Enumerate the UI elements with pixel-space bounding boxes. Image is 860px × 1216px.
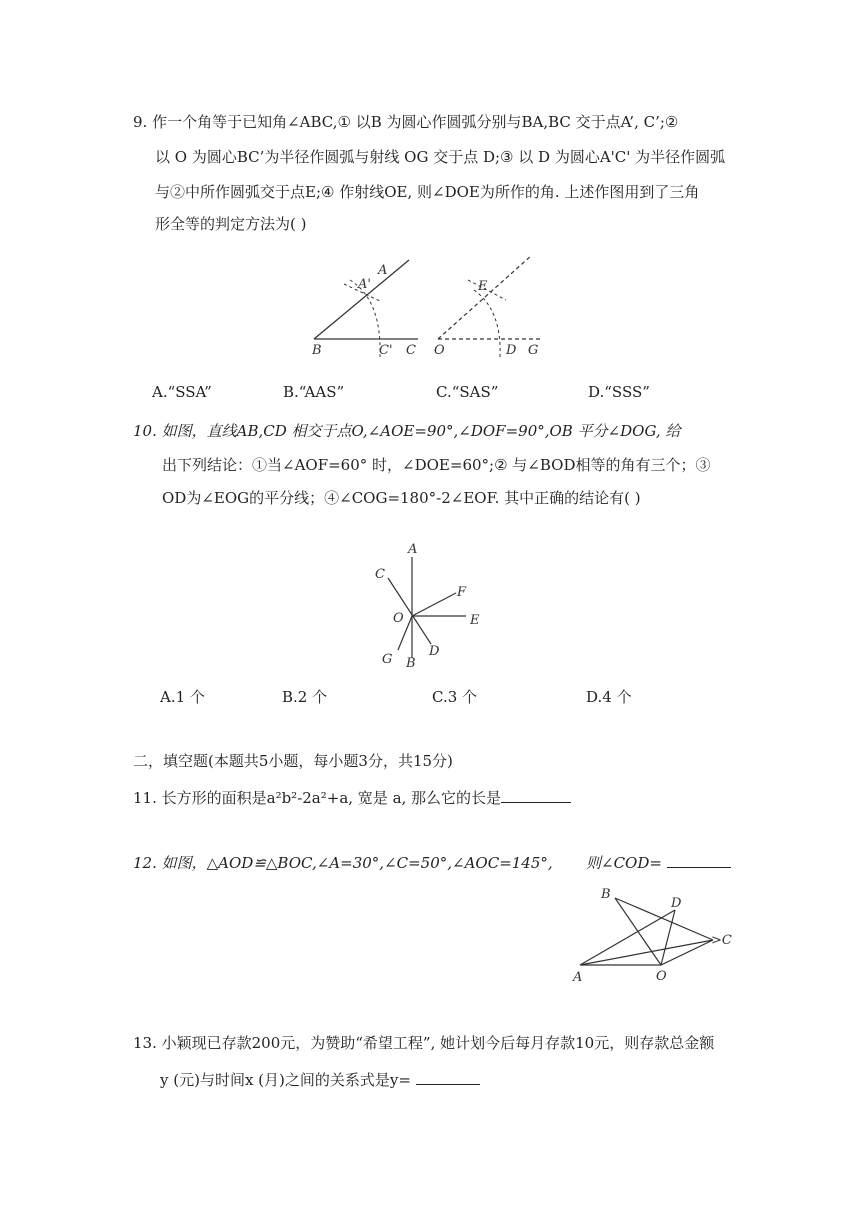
label-A: A	[408, 542, 418, 557]
q12-answer-blank[interactable]	[667, 853, 731, 868]
q9-line-2: 以 O 为圆心BC’为半径作圆弧与射线 OG 交于点 D;③ 以 D 为圆心A'C' 为半径作圆弧	[155, 148, 726, 166]
q10-figure-lines	[365, 540, 495, 670]
label-C1: C'	[379, 343, 393, 358]
q13-line-1: 13. 小颖现已存款200元，为赞助“希望工程”, 她计划今后每月存款10元，则存款总金额	[133, 1034, 715, 1052]
q9-figure-angle-abc	[300, 250, 430, 360]
section-2-heading: 二，填空题(本题共5小题，每小题3分，共15分)	[133, 752, 453, 770]
label-E: E	[478, 279, 488, 294]
q13-line-2	[160, 1070, 480, 1090]
label-A1: A'	[358, 277, 371, 292]
label-C: C	[375, 567, 385, 582]
q10-option-d: D.4 个	[586, 688, 632, 706]
label-D: D	[429, 644, 440, 659]
q9-option-a: A.“SSA”	[152, 383, 212, 401]
label-B: B	[601, 887, 611, 902]
q10-line-2: 出下列结论：①当∠AOF=60° 时，∠DOE=60°;② 与∠BOD相等的角有三个；③	[162, 456, 711, 474]
q12-figure-triangles	[565, 880, 735, 990]
label-G: G	[528, 343, 539, 358]
q12-tail-text: 则∠COD=	[586, 854, 662, 872]
label-B: B	[406, 656, 416, 670]
q9-option-d: D.“SSS”	[588, 383, 650, 401]
label-O: O	[434, 343, 445, 358]
q11-text	[133, 788, 571, 808]
label-B: B	[312, 343, 322, 358]
label-F: F	[457, 585, 467, 600]
label-A: A	[378, 263, 388, 278]
label-D: D	[671, 896, 682, 911]
q10-option-b: B.2 个	[282, 688, 328, 706]
q10-option-a: A.1 个	[160, 688, 205, 706]
q11-stem: 11. 长方形的面积是a²b²-2a²+a, 宽是 a, 那么它的长是	[133, 789, 502, 807]
label-G: G	[382, 652, 393, 667]
label-O: O	[656, 969, 667, 984]
q13-answer-blank[interactable]	[416, 1070, 480, 1085]
label-O: O	[393, 611, 404, 626]
q10-option-c: C.3 个	[432, 688, 478, 706]
q9-line-1: 9. 作一个角等于已知角∠ABC,① 以B 为圆心作圆弧分别与BA,BC 交于点A’, C’;②	[133, 113, 679, 131]
q10-line-3: OD为∠EOG的平分线；④∠COG=180°-2∠EOF. 其中正确的结论有( )	[162, 489, 641, 507]
q12-tail	[586, 853, 731, 873]
q9-option-b: B.“AAS”	[283, 383, 345, 401]
q11-answer-blank[interactable]	[501, 788, 571, 803]
ray-oe	[438, 255, 532, 339]
segment-ad	[580, 910, 675, 965]
arc-e-d	[474, 290, 500, 357]
ray-of	[412, 593, 456, 616]
label-C: >C	[711, 933, 732, 948]
q9-figure-angle-doe	[430, 250, 550, 360]
q10-line-1: 10. 如图，直线AB,CD 相交于点O,∠AOE=90°,∠DOF=90°,OB 平分∠DOG, 给	[133, 422, 681, 440]
label-C: C	[406, 343, 416, 358]
q9-line-4: 形全等的判定方法为( )	[155, 215, 307, 233]
q9-option-c: C.“SAS”	[436, 383, 499, 401]
q13-stem: y (元)与时间x (月)之间的关系式是y=	[160, 1071, 411, 1089]
label-E: E	[470, 613, 480, 628]
label-A: A	[573, 970, 583, 985]
q12-text: 12. 如图，△AOD≌△BOC,∠A=30°,∠C=50°,∠AOC=145°,	[133, 854, 553, 872]
ray-ba	[314, 260, 409, 339]
label-D: D	[506, 343, 517, 358]
q9-line-3: 与②中所作圆弧交于点E;④ 作射线OE, 则∠DOE为所作的角. 上述作图用到了三角	[155, 183, 700, 201]
